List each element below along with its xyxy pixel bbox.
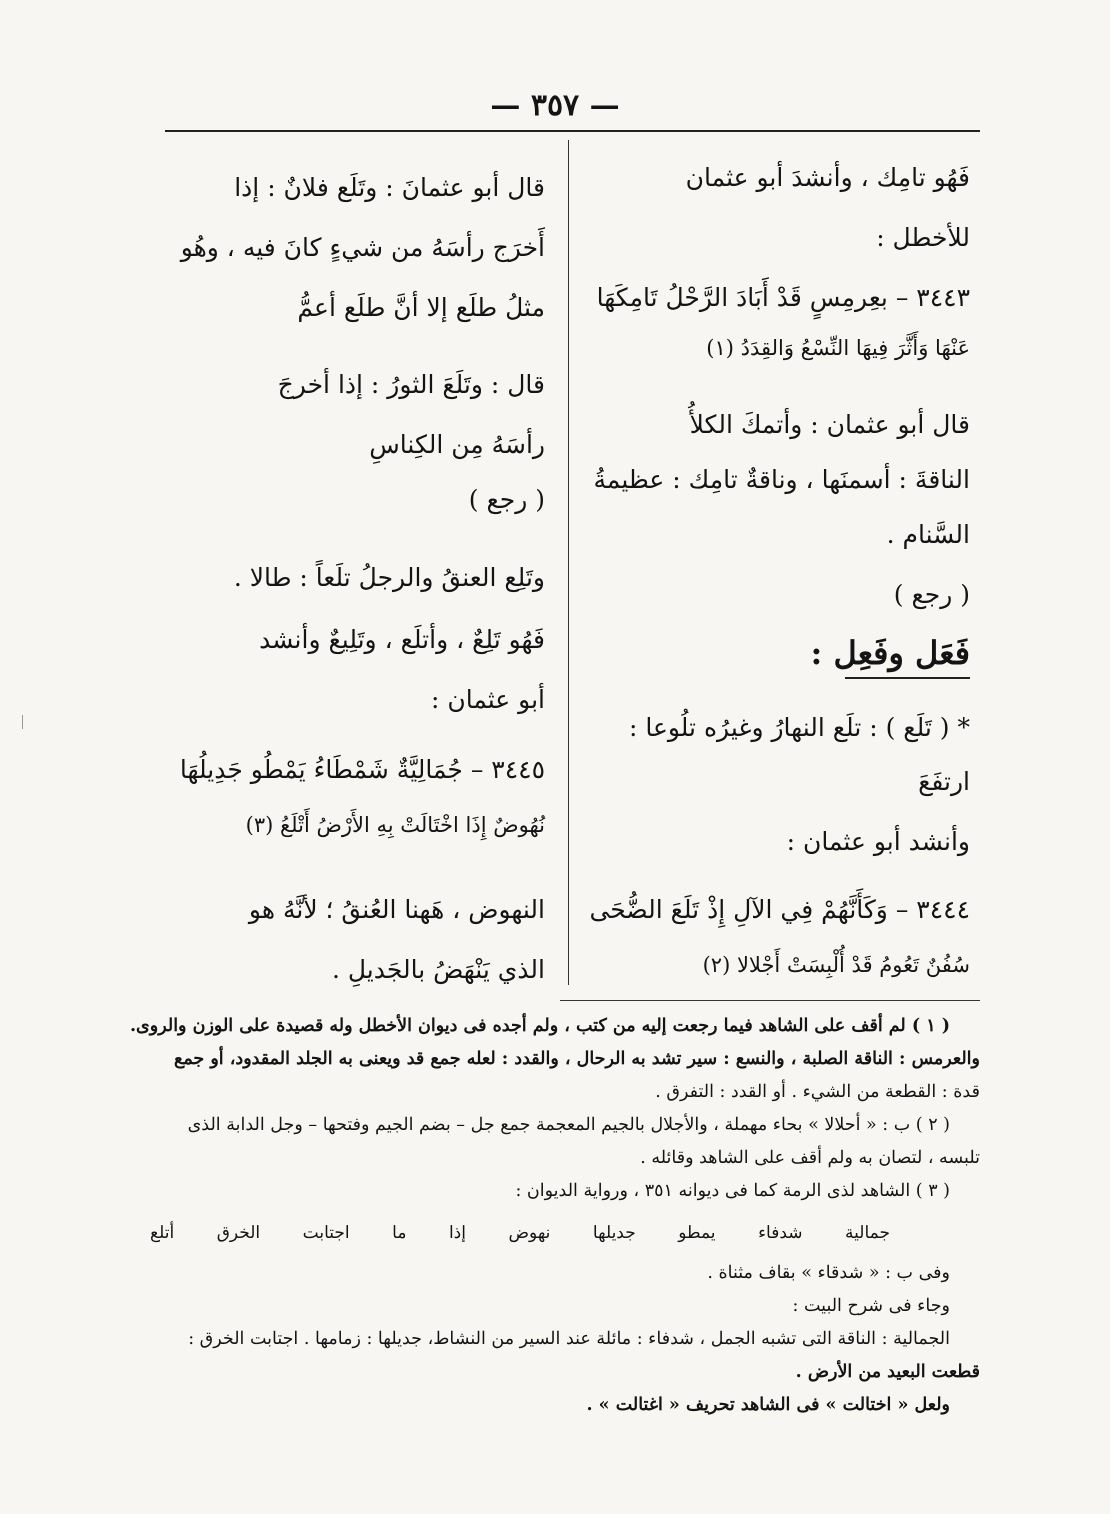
footnote-line: قدة : القطعة من الشيء . أو القدد : التفرق .	[655, 1082, 980, 1102]
right-column-line: سُفُنٌ تَعُومُ قَدْ أُلْبِسَتْ أَجْلالا (٢)	[702, 953, 970, 977]
left-column-line: أَخرَج رأسَهُ من شيءٍ كانَ فيه ، وهُو	[180, 233, 545, 262]
verse-word: جمالية	[845, 1223, 890, 1243]
right-column-line: للأخطل :	[876, 223, 970, 252]
right-column-line: ٣٤٤٤ – وَكَأَنَّهُمْ فِي الآلِ إِذْ تَلَعَ الضُّحَى	[589, 895, 970, 924]
footnote-line: قطعت البعيد من الأرض .	[795, 1362, 980, 1382]
verse-word: نهوض	[508, 1223, 551, 1243]
right-column-line: * ( تَلَع ) : تلَع النهارُ وغيرُه تلُوعا :	[628, 713, 970, 742]
header-rule	[165, 130, 980, 132]
margin-mark	[22, 715, 23, 729]
footnote-line: وفى ب : « شدقاء » بقاف مثناة .	[707, 1263, 950, 1283]
right-column-line: ارتفَعَ	[918, 767, 970, 796]
left-column-line: ( رجع )	[468, 485, 545, 514]
left-column-line: رأسَهُ مِن الكِناسِ	[369, 430, 545, 459]
left-column-line: النهوض ، هَهنا العُنقُ ؛ لأنَّهُ هو	[248, 895, 545, 924]
verse-word: اجتابت	[302, 1223, 350, 1243]
footnote-line: ( ٢ ) ب : « أحلالا » بحاء مهملة ، والأجلال بالجيم المعجمة جمع جل – بضم الجيم وفتحها – وجل الدابة الذى	[187, 1115, 950, 1135]
right-column-line: ( رجع )	[893, 580, 970, 609]
footnote-line: ولعل « اختالت » فى الشاهد تحريف « اغتالت » .	[586, 1395, 950, 1415]
verse-word: الخرق	[216, 1223, 261, 1243]
left-column-line: قال أبو عثمانَ : وتَلَع فلانٌ : إذا	[234, 173, 545, 202]
left-column-line: الذي يَنْهَضُ بالجَديلِ .	[331, 955, 545, 984]
right-column-line: فَهُو تامِك ، وأنشدَ أبو عثمان	[685, 163, 970, 192]
verse-word: إذا	[448, 1223, 466, 1243]
right-column-line: السَّنام .	[886, 520, 970, 549]
footnote-line: وجاء فى شرح البيت :	[792, 1296, 950, 1316]
left-column-line: أبو عثمان :	[430, 685, 545, 714]
footnote-line: تلبسه ، لتصان به ولم أقف على الشاهد وقائله .	[640, 1148, 980, 1168]
footnote-line: ( ١ ) لم أقف على الشاهد فيما رجعت إليه من كتب ، ولم أجده فى ديوان الأخطل وله قصيدة على الوزن والروى.	[129, 1016, 950, 1036]
left-column-line: وتَلِع العنقُ والرجلُ تلَعاً : طالا .	[233, 563, 545, 592]
verse-word: يمطو	[678, 1223, 716, 1243]
verse-word: جديلها	[592, 1223, 636, 1243]
page-number: — ٣٥٧ —	[490, 88, 620, 123]
footnote-line: ( ٣ ) الشاهد لذى الرمة كما فى ديوانه ٣٥١ ، ورواية الديوان :	[515, 1181, 950, 1201]
right-column-line: قال أبو عثمان : وأتمكَ الكلأُ	[689, 410, 970, 439]
right-column-line: وأنشد أبو عثمان :	[786, 827, 970, 856]
column-divider	[568, 140, 569, 985]
right-column-line: عَنْهَا وَأَثَّرَ فِيهَا النِّسْعُ وَالقِدَدُ (١)	[706, 336, 970, 360]
heading-underline	[845, 677, 970, 679]
footnote-rule	[560, 1000, 980, 1001]
right-column-line: ٣٤٤٣ – بعِرمِسٍ قَدْ أَبَادَ الرَّحْلُ تَامِكَهَا	[596, 283, 970, 312]
right-column-line: فَعَل وفَعِل :	[810, 634, 970, 672]
left-column-line: ٣٤٤٥ – جُمَالِيَّةٌ شَمْطَاءُ يَمْطُو جَدِيلُهَا	[179, 755, 545, 784]
left-column-line: فَهُو تَلِعٌ ، وأتلَع ، وتَلِيعٌ وأنشد	[259, 625, 545, 654]
footnote-verse	[150, 1217, 890, 1249]
footnote-line: والعرمس : الناقة الصلبة ، والنسع : سير تشد به الرحال ، والقدد : لعله جمع قد ويعنى به الجلد المقدود، أو جمع	[174, 1049, 980, 1069]
left-column-line: مثلُ طلَع إلا أنَّ طلَع أعمُّ	[297, 293, 545, 322]
verse-word: أتلع	[150, 1223, 175, 1243]
footnote-line: الجمالية : الناقة التى تشبه الجمل ، شدفاء : مائلة عند السير من النشاط، جديلها : زمامها . اجتابت الخرق :	[188, 1329, 950, 1349]
verse-word: ما	[392, 1223, 407, 1243]
left-column-line: قال : وتَلَعَ الثورُ : إذا أخرجَ	[277, 370, 545, 399]
right-column-line: الناقةَ : أسمنَها ، وناقةٌ تامِك : عظيمةُ	[593, 465, 970, 494]
left-column-line: نُهُوضٌ إِذَا اخْتَالَتْ بِهِ الأَرْضُ أَتْلَعُ (٣)	[245, 813, 545, 837]
verse-word: شدفاء	[758, 1223, 803, 1243]
